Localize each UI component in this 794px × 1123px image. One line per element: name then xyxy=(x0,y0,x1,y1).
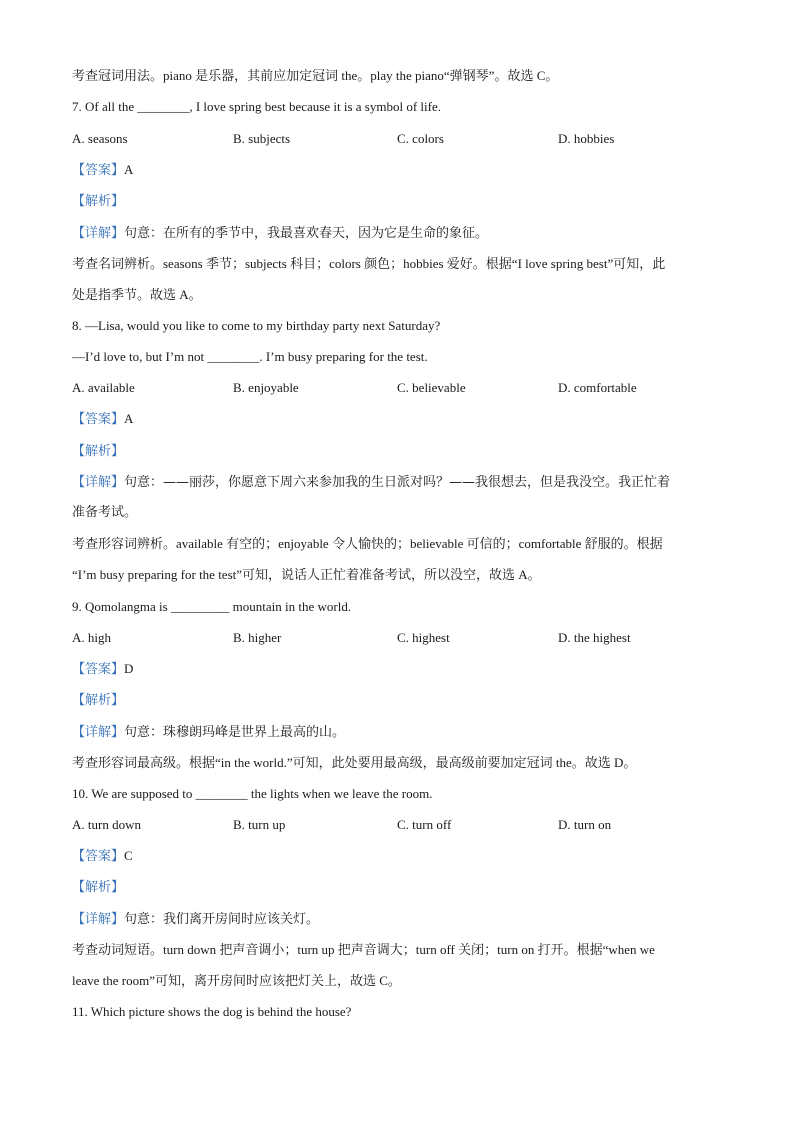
option-d: D. hobbies xyxy=(558,131,615,146)
option-b: B. subjects xyxy=(233,131,291,146)
question-8-explain-line-2: “I’m busy preparing for the test”可知，说话人正忙着准备考试，所以没空，故选 A。 xyxy=(72,567,541,582)
question-7-options xyxy=(72,129,722,149)
question-7-answer xyxy=(72,160,722,180)
option-d: D. comfortable xyxy=(558,380,637,395)
question-10-explain-line-1: 考查动词短语。turn down 把声音调小；turn up 把声音调大；turn off 关闭；turn on 打开。根据“when we xyxy=(72,942,655,957)
option-d: D. the highest xyxy=(558,630,631,645)
question-8-options xyxy=(72,378,722,398)
detail-tag: 【详解】 xyxy=(72,475,125,490)
answer-tag: 【答案】 xyxy=(72,163,125,178)
detail-tag: 【详解】 xyxy=(72,725,125,740)
question-10-answer xyxy=(72,846,722,866)
question-9-analysis-tag xyxy=(72,690,722,710)
detail-tag: 【详解】 xyxy=(72,226,125,241)
question-7-detail xyxy=(72,223,722,243)
option-a: A. available xyxy=(72,380,135,395)
analysis-tag: 【解析】 xyxy=(72,880,125,895)
question-9-options xyxy=(72,628,722,648)
question-10-options xyxy=(72,815,722,835)
question-10-detail xyxy=(72,909,722,929)
option-c: C. highest xyxy=(397,630,450,645)
option-b: B. turn up xyxy=(233,817,286,832)
answer-value: A xyxy=(124,411,134,426)
option-c: C. turn off xyxy=(397,817,452,832)
question-8-stem-line-2: —I’d love to, but I’m not ________. I’m busy preparing for the test. xyxy=(72,349,428,364)
question-8-detail xyxy=(72,472,722,492)
question-7-explain-line-1: 考查名词辨析。seasons 季节；subjects 科目；colors 颜色；hobbies 爱好。根据“I love spring best”可知，此 xyxy=(72,256,666,271)
detail-text: 句意：在所有的季节中，我最喜欢春天，因为它是生命的象征。 xyxy=(124,226,489,241)
option-c: C. believable xyxy=(397,380,466,395)
question-10-stem: 10. We are supposed to ________ the lights when we leave the room. xyxy=(72,786,433,801)
detail-text: 句意：我们离开房间时应该关灯。 xyxy=(124,912,320,927)
top-note: 考查冠词用法。piano 是乐器，其前应加定冠词 the。play the piano“弹钢琴”。故选 C。 xyxy=(72,68,559,83)
answer-tag: 【答案】 xyxy=(72,412,125,427)
question-9-explain-line-1: 考查形容词最高级。根据“in the world.”可知，此处要用最高级，最高级前要加定冠词 the。故选 D。 xyxy=(72,755,637,770)
detail-text: 句意：珠穆朗玛峰是世界上最高的山。 xyxy=(124,725,346,740)
question-7-analysis-tag xyxy=(72,191,722,211)
detail-tag: 【详解】 xyxy=(72,912,125,927)
question-9-stem: 9. Qomolangma is _________ mountain in the world. xyxy=(72,599,352,614)
option-a: A. high xyxy=(72,630,111,645)
analysis-tag: 【解析】 xyxy=(72,693,125,708)
detail-text: 句意：——丽莎，你愿意下周六来参加我的生日派对吗？——我很想去，但是我没空。我正忙着 xyxy=(124,475,671,490)
answer-value: D xyxy=(124,661,134,676)
answer-tag: 【答案】 xyxy=(72,662,125,677)
option-b: B. enjoyable xyxy=(233,380,299,395)
question-8-answer xyxy=(72,409,722,429)
answer-value: C xyxy=(124,848,133,863)
question-8-detail-line-2: 准备考试。 xyxy=(72,505,138,520)
option-a: A. turn down xyxy=(72,817,141,832)
question-8-analysis-tag xyxy=(72,441,722,461)
question-10-analysis-tag xyxy=(72,877,722,897)
option-a: A. seasons xyxy=(72,131,128,146)
question-9-detail xyxy=(72,722,722,742)
answer-value: A xyxy=(124,162,134,177)
option-d: D. turn on xyxy=(558,817,612,832)
analysis-tag: 【解析】 xyxy=(72,444,125,459)
question-8-explain-line-1: 考查形容词辨析。available 有空的；enjoyable 令人愉快的；believable 可信的；comfortable 舒服的。根据 xyxy=(72,536,663,551)
question-10-explain-line-2: leave the room”可知，离开房间时应该把灯关上，故选 C。 xyxy=(72,973,401,988)
question-7-explain-line-2: 处是指季节。故选 A。 xyxy=(72,287,202,302)
question-9-answer xyxy=(72,659,722,679)
analysis-tag: 【解析】 xyxy=(72,194,125,209)
question-7-stem: 7. Of all the ________, I love spring best because it is a symbol of life. xyxy=(72,99,441,114)
answer-tag: 【答案】 xyxy=(72,849,125,864)
option-b: B. higher xyxy=(233,630,282,645)
question-11-stem: 11. Which picture shows the dog is behind the house? xyxy=(72,1004,352,1019)
option-c: C. colors xyxy=(397,131,444,146)
question-8-stem-line-1: 8. —Lisa, would you like to come to my birthday party next Saturday? xyxy=(72,318,441,333)
